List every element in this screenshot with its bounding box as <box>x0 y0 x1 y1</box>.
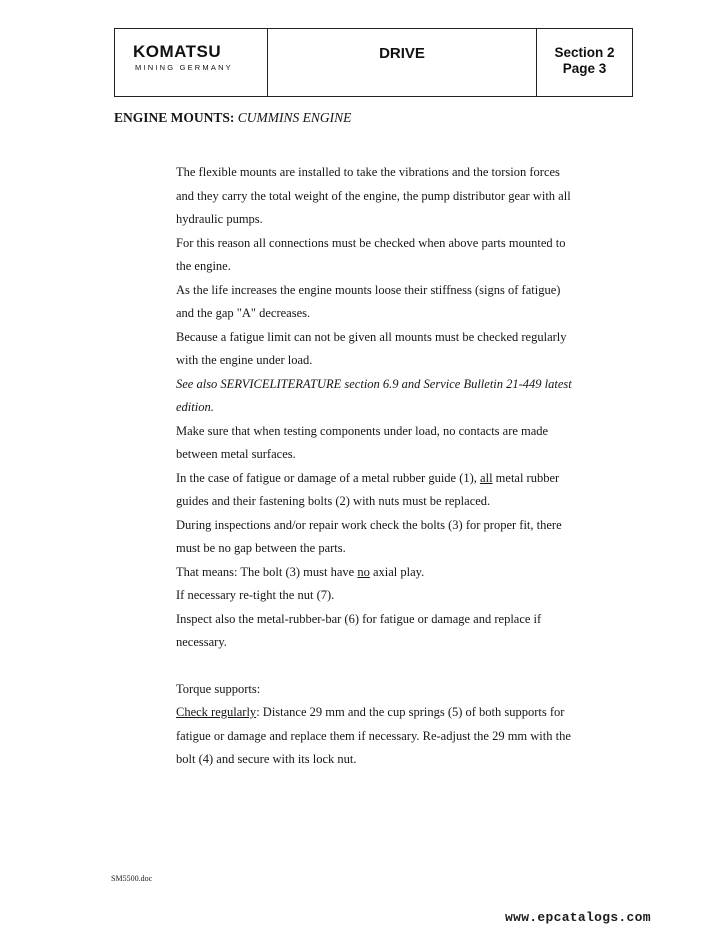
body-line: guides and their fastening bolts (2) with nuts must be replaced. <box>176 494 491 508</box>
underlined-text: all <box>480 470 493 485</box>
body-line <box>176 701 606 725</box>
body-line: hydraulic pumps. <box>176 212 263 226</box>
body-line <box>176 467 606 491</box>
section-page-cell <box>537 29 632 96</box>
body-line <box>176 561 606 585</box>
header-table <box>114 28 633 97</box>
document-title: DRIVE <box>268 29 537 96</box>
body-line: must be no gap between the parts. <box>176 541 346 555</box>
text-run: That means: The bolt (3) must have <box>176 564 358 579</box>
text-run: metal rubber <box>492 470 560 485</box>
body-line: between metal surfaces. <box>176 447 296 461</box>
body-line: The flexible mounts are installed to take the vibrations and the torsion forces <box>176 165 560 179</box>
body-text <box>176 161 606 772</box>
paragraph-gap <box>176 655 606 678</box>
body-line: During inspections and/or repair work check the bolts (3) for proper fit, there <box>176 517 562 532</box>
heading-italic: CUMMINS ENGINE <box>237 110 352 125</box>
body-line: the engine. <box>176 259 231 273</box>
logo-cell <box>115 29 268 96</box>
body-line: For this reason all connections must be checked when above parts mounted to <box>176 235 566 250</box>
body-line: Inspect also the metal-rubber-bar (6) for fatigue or damage and replace if <box>176 611 542 626</box>
heading-bold: ENGINE MOUNTS: <box>114 110 235 125</box>
body-line: and they carry the total weight of the engine, the pump distributor gear with all <box>176 188 571 203</box>
body-line: necessary. <box>176 635 227 649</box>
section-label: Section 2 <box>554 45 615 60</box>
reference-line: See also SERVICELITERATURE section 6.9 and Service Bulletin 21-449 latest <box>176 376 572 391</box>
section-heading <box>114 110 351 126</box>
body-line: If necessary re-tight the nut (7). <box>176 588 335 602</box>
watermark-url: www.epcatalogs.com <box>505 910 651 925</box>
text-run: In the case of fatigue or damage of a metal rubber guide (1), <box>176 470 481 485</box>
body-line: and the gap "A" decreases. <box>176 306 311 320</box>
footer-filename: SM5500.doc <box>111 874 153 883</box>
reference-line: edition. <box>176 400 214 414</box>
text-run: axial play. <box>369 564 425 579</box>
body-line: with the engine under load. <box>176 353 313 367</box>
komatsu-logo: KOMATSU <box>133 42 222 61</box>
body-line: fatigue or damage and replace them if necessary. Re-adjust the 29 mm with the <box>176 728 571 743</box>
body-line: Because a fatigue limit can not be given all mounts must be checked regularly <box>176 329 567 344</box>
logo-subtitle: MINING GERMANY <box>135 63 233 72</box>
subheading-torque-supports: Torque supports: <box>176 681 261 696</box>
page-label: Page 3 <box>562 61 607 76</box>
underlined-text: Check regularly <box>176 705 257 719</box>
body-line: As the life increases the engine mounts loose their stiffness (signs of fatigue) <box>176 282 561 297</box>
underlined-text: no <box>357 564 370 579</box>
body-line: bolt (4) and secure with its lock nut. <box>176 752 357 766</box>
text-run: : Distance 29 mm and the cup springs (5) of both supports for <box>256 705 565 719</box>
body-line: Make sure that when testing components under load, no contacts are made <box>176 423 549 438</box>
